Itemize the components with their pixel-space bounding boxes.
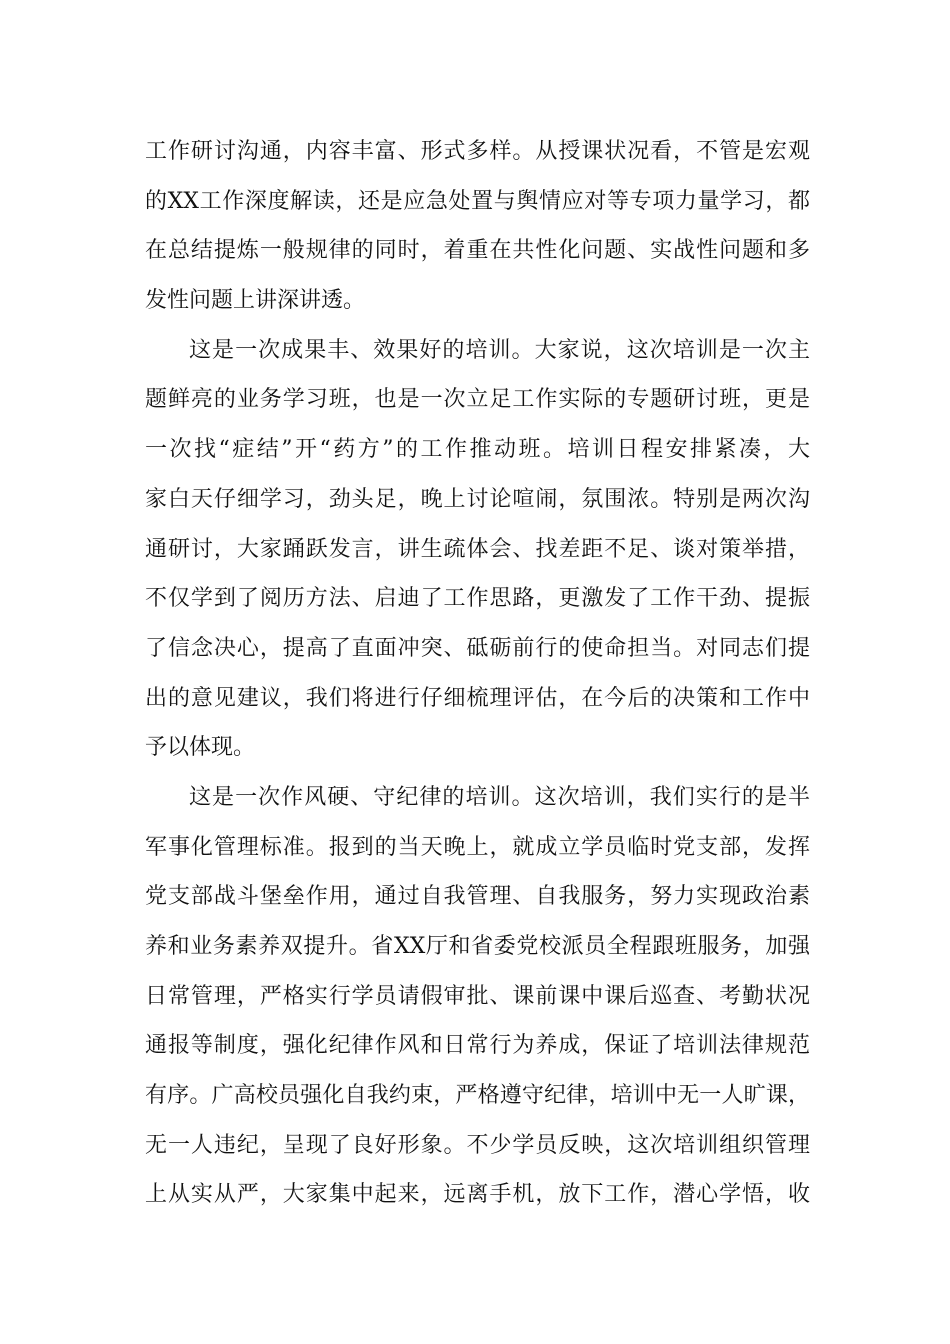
text-line: 出的意见建议，我们将进行仔细梳理评估，在今后的决策和工作中	[145, 685, 810, 711]
text-line: 的XX工作深度解读，还是应急处置与舆情应对等专项力量学习，都	[145, 188, 810, 214]
text-line: 有序。广高校员强化自我约束，严格遵守纪律，培训中无一人旷课，	[145, 1083, 810, 1109]
text-line: 不仅学到了阅历方法、启迪了工作思路，更激发了工作干劲、提振	[145, 586, 810, 612]
text-line: 通研讨，大家踊跃发言，讲生疏体会、找差距不足、谈对策举措，	[145, 536, 810, 562]
text-line: 这是一次作风硬、守纪律的培训。这次培训，我们实行的是半	[189, 784, 810, 810]
text-line: 予以体现。	[145, 735, 256, 761]
text-line: 日常管理，严格实行学员请假审批、课前课中课后巡查、考勤状况	[145, 983, 810, 1009]
text-line: 发性问题上讲深讲透。	[145, 288, 366, 314]
text-line: 了信念决心，提高了直面冲突、砥砺前行的使命担当。对同志们提	[145, 635, 810, 661]
text-line: 在总结提炼一般规律的同时，着重在共性化问题、实战性问题和多	[145, 238, 810, 264]
text-line: 通报等制度，强化纪律作风和日常行为养成，保证了培训法律规范	[145, 1033, 810, 1059]
text-line: 这是一次成果丰、效果好的培训。大家说，这次培训是一次主	[189, 337, 810, 363]
paragraph	[145, 326, 810, 773]
text-line: 党支部战斗堡垒作用，通过自我管理、自我服务，努力实现政治素	[145, 884, 810, 910]
text-line: 工作研讨沟通，内容丰富、形式多样。从授课状况看，不管是宏观	[145, 139, 810, 164]
text-line: 军事化管理标准。报到的当天晚上，就成立学员临时党支部，发挥	[145, 834, 810, 860]
text-line: 一次找“症结”开“药方”的工作推动班。培训日程安排紧凑，大	[145, 437, 810, 463]
text-line: 无一人违纪，呈现了良好形象。不少学员反映，这次培训组织管理	[145, 1132, 810, 1158]
text-line: 家白天仔细学习，劲头足，晚上讨论喧闹，氛围浓。特别是两次沟	[145, 486, 810, 512]
text-line: 题鲜亮的业务学习班，也是一次立足工作实际的专题研讨班，更是	[145, 387, 810, 413]
text-line: 上从实从严，大家集中起来，远离手机，放下工作，潜心学悟，收	[145, 1182, 810, 1208]
document-body	[145, 127, 810, 1220]
paragraph	[145, 127, 810, 326]
paragraph	[145, 773, 810, 1220]
text-line: 养和业务素养双提升。省XX厅和省委党校派员全程跟班服务，加强	[145, 934, 810, 959]
